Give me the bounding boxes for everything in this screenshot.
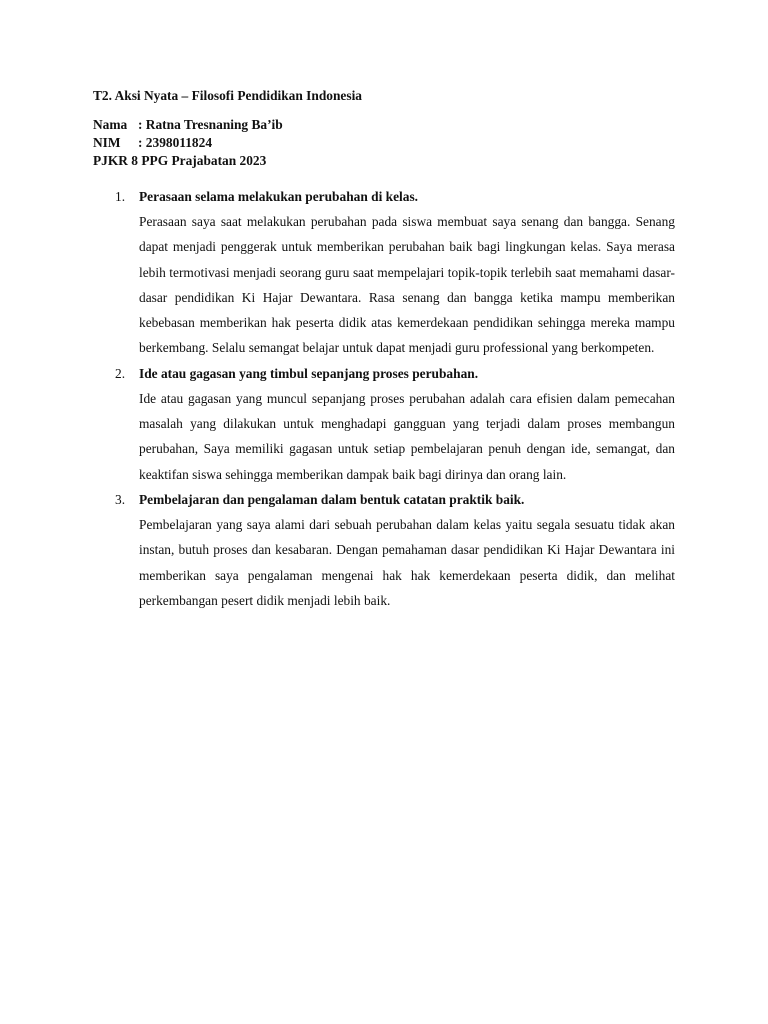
list-item <box>115 188 675 361</box>
item-paragraph: Ide atau gagasan yang muncul sepanjang proses perubahan adalah cara efisien dalam pemecahan masalah yang dilakukan untuk menghadapi gangguan yang terjadi dalam proses membangun perubahan, Saya memiliki gagasan untuk setiap pembelajaran penuh dengan ide, semangat, dan keaktifan siswa sehingga memberikan dampak baik bagi dirinya dan orang lain. <box>139 390 675 482</box>
document-title: T2. Aksi Nyata – Filosofi Pendidikan Indonesia <box>93 88 362 103</box>
nim-value: : 2398011824 <box>138 135 213 150</box>
nim-row <box>93 135 212 151</box>
name-label: Nama <box>93 117 128 132</box>
item-heading: Perasaan selama melakukan perubahan di kelas. <box>139 189 419 204</box>
item-heading: Ide atau gagasan yang timbul sepanjang proses perubahan. <box>139 365 479 381</box>
item-heading: Pembelajaran dan pengalaman dalam bentuk catatan praktik baik. <box>139 491 525 507</box>
name-row <box>93 117 283 133</box>
item-paragraph: Perasaan saya saat melakukan perubahan pada siswa membuat saya senang dan bangga. Senang dapat menjadi penggerak untuk memberikan perubahan baik bagi lingkungan kelas. Saya merasa lebih termotivasi menjadi seorang guru saat mempelajari topik-topik terlebih saat memahami dasar-dasar pendidikan Ki Hajar Dewantara. Rasa senang dan bangga ketika mampu memberikan kebebasan memberikan hak peserta didik atas kemerdekaan pendidikan sehingga mereka mampu berkembang. Selalu semangat belajar untuk dapat menjadi guru professional yang berkompeten. <box>139 214 675 356</box>
item-paragraph: Pembelajaran yang saya alami dari sebuah perubahan dalam kelas yaitu segala sesuatu tidak akan instan, butuh proses dan kesabaran. Dengan pemahaman dasar pendidikan Ki Hajar Dewantara ini memberikan saya pengalaman mengenai hak hak kemerdekaan peserta didik, dan melihat perkembangan pesert didik menjadi lebih baik. <box>139 516 675 608</box>
list-item <box>115 365 675 487</box>
name-value: : Ratna Tresnaning Ba’ib <box>138 117 283 132</box>
item-number: 2. <box>115 365 126 381</box>
item-number: 1. <box>115 189 126 204</box>
item-number: 3. <box>115 491 126 507</box>
class-line: PJKR 8 PPG Prajabatan 2023 <box>93 153 267 168</box>
reflection-list <box>115 188 675 617</box>
nim-label: NIM <box>93 135 121 150</box>
list-item <box>115 491 675 613</box>
